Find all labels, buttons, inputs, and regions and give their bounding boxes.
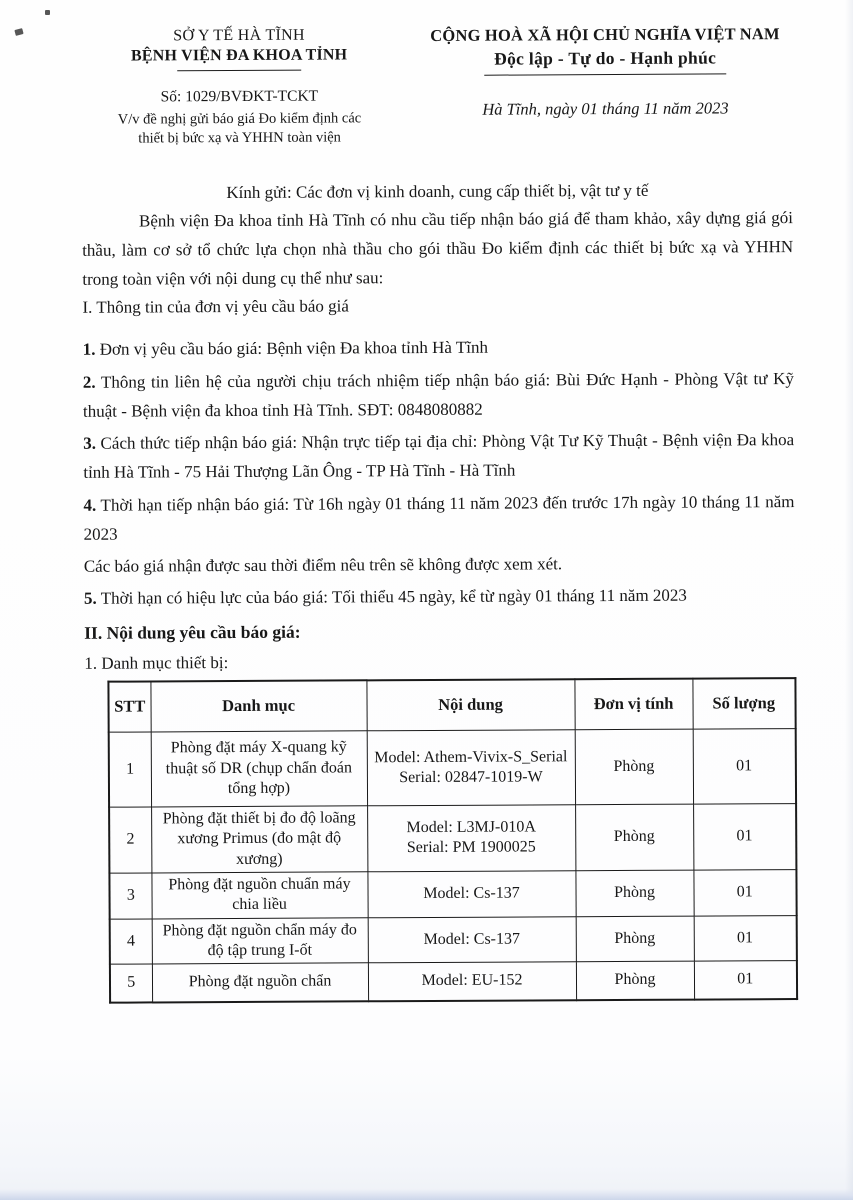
table-row bbox=[109, 729, 796, 808]
col-header-so-luong: Số lượng bbox=[692, 679, 795, 730]
cell-stt: 5 bbox=[110, 964, 152, 1002]
cell-danh-muc: Phòng đặt thiết bị đo độ loãng xương Primus (đo mật độ xương) bbox=[151, 806, 367, 873]
table-row bbox=[109, 869, 796, 918]
table-row bbox=[110, 961, 797, 1003]
item-4-text: Thời hạn tiếp nhận báo giá: Từ 16h ngày 01 tháng 11 năm 2023 đến trước 17h ngày 10 tháng 11 năm 2023 bbox=[83, 491, 795, 544]
table-header-row bbox=[108, 679, 795, 733]
item-5-number: 5. bbox=[83, 588, 97, 609]
document-number: Số: 1029/BVĐKT-TCKT bbox=[160, 87, 319, 106]
document-subject: V/v đề nghị gửi báo giá Đo kiểm định các thiết bị bức xạ và YHHN toàn viện bbox=[117, 110, 362, 147]
salutation: Kính gửi: Các đơn vị kinh doanh, cung cấp thiết bị, vật tư y tế bbox=[226, 180, 649, 202]
col-header-noi-dung: Nội dung bbox=[366, 680, 574, 731]
item-5-text: Thời hạn có hiệu lực của báo giá: Tối thiểu 45 ngày, kể từ ngày 01 tháng 11 năm 2023 bbox=[96, 585, 687, 608]
section-ii-title: II. Nội dung yêu cầu báo giá: bbox=[84, 621, 301, 643]
cell-don-vi-tinh: Phòng bbox=[575, 729, 693, 805]
cell-noi-dung: Model: L3MJ-010A Serial: PM 1900025 bbox=[367, 805, 575, 872]
cell-noi-dung: Model: EU-152 bbox=[368, 962, 576, 1001]
cell-noi-dung: Model: Cs-137 bbox=[367, 871, 575, 918]
table-row bbox=[109, 804, 796, 874]
issuer-block bbox=[73, 26, 406, 148]
item-1-text: Đơn vị yêu cầu báo giá: Bệnh viện Đa khoa tỉnh Hà Tĩnh bbox=[95, 338, 488, 360]
equipment-table bbox=[107, 678, 798, 1004]
section-i-title: I. Thông tin của đơn vị yêu cầu báo giá bbox=[82, 296, 349, 318]
cell-stt: 1 bbox=[109, 732, 151, 807]
national-header-block bbox=[405, 24, 806, 147]
col-header-danh-muc: Danh mục bbox=[150, 681, 366, 732]
scan-edge-shadow bbox=[845, 0, 853, 1200]
item-4 bbox=[83, 487, 794, 549]
cell-so-luong: 01 bbox=[693, 729, 796, 805]
intro-paragraph: Bệnh viện Đa khoa tỉnh Hà Tĩnh có nhu cầu tiếp nhận báo giá để tham khảo, xây dựng giá gói thầu, làm cơ sở tổ chức lựa chọn nhà thầu cho gói thầu Đo kiểm định các thiết bị bức xạ và YHHN trong toàn viện với nội dung cụ thể như sau: bbox=[82, 207, 794, 289]
cell-don-vi-tinh: Phòng bbox=[575, 870, 693, 916]
cell-danh-muc: Phòng đặt máy X-quang kỹ thuật số DR (chụp chẩn đoán tổng hợp) bbox=[151, 731, 367, 807]
equipment-list-title: 1. Danh mục thiết bị: bbox=[84, 653, 229, 674]
cell-don-vi-tinh: Phòng bbox=[575, 804, 693, 871]
item-3-text: Cách thức tiếp nhận báo giá: Nhận trực tiếp tại địa chỉ: Phòng Vật Tư Kỹ Thuật - Bệnh viện Đa khoa tỉnh Hà Tĩnh - 75 Hải Thượng Lãn Ông - TP Hà Tĩnh - Hà Tĩnh bbox=[83, 430, 795, 483]
cell-so-luong: 01 bbox=[694, 961, 797, 1000]
national-motto: Độc lập - Tự do - Hạnh phúc bbox=[494, 47, 717, 69]
cell-stt: 3 bbox=[109, 873, 151, 919]
issuer-rule-divider bbox=[177, 70, 301, 72]
cell-so-luong: 01 bbox=[693, 804, 796, 870]
cell-noi-dung: Model: Athem-Vivix-S_Serial Serial: 02847-1019-W bbox=[367, 730, 575, 806]
cell-stt: 4 bbox=[110, 918, 152, 964]
cell-noi-dung: Model: Cs-137 bbox=[368, 916, 576, 963]
item-3-number: 3. bbox=[83, 433, 96, 453]
item-2 bbox=[83, 364, 794, 426]
document-body bbox=[0, 179, 853, 1003]
item-2-text: Thông tin liên hệ của người chịu trách nhiệm tiếp nhận báo giá: Bùi Đức Hạnh - Phòng Vật tư Kỹ thuật - Bệnh viện đa khoa tỉnh Hà Tĩnh. SĐT: 0848080882 bbox=[82, 368, 794, 421]
col-header-stt: STT bbox=[108, 682, 150, 732]
national-title: CỘNG HOÀ XÃ HỘI CHỦ NGHĨA VIỆT NAM bbox=[430, 24, 780, 45]
deadline-note: Các báo giá nhận được sau thời điểm nêu trên sẽ không được xem xét. bbox=[83, 554, 563, 576]
cell-don-vi-tinh: Phòng bbox=[576, 916, 694, 962]
cell-danh-muc: Phòng đặt nguồn chẩn bbox=[152, 963, 368, 1002]
cell-stt: 2 bbox=[109, 807, 151, 873]
issuer-department: SỞ Y TẾ HÀ TĨNH bbox=[173, 26, 305, 45]
cell-so-luong: 01 bbox=[694, 915, 797, 961]
dateline: Hà Tĩnh, ngày 01 tháng 11 năm 2023 bbox=[482, 98, 729, 119]
cell-so-luong: 01 bbox=[693, 869, 796, 915]
cell-danh-muc: Phòng đặt nguồn chuẩn máy chia liều bbox=[151, 872, 367, 919]
item-1-number: 1. bbox=[82, 340, 96, 360]
scan-bottom-edge bbox=[0, 1189, 853, 1200]
table-row bbox=[110, 915, 797, 964]
cell-don-vi-tinh: Phòng bbox=[576, 961, 694, 1000]
item-4-number: 4. bbox=[83, 495, 97, 515]
national-rule-divider bbox=[484, 73, 726, 75]
item-3 bbox=[83, 425, 794, 487]
issuer-hospital: BỆNH VIỆN ĐA KHOA TỈNH bbox=[130, 46, 348, 65]
item-2-number: 2. bbox=[82, 372, 96, 392]
letterhead bbox=[0, 0, 851, 149]
cell-danh-muc: Phòng đặt nguồn chẩn máy đo độ tập trung I-ốt bbox=[152, 917, 368, 964]
item-1 bbox=[83, 331, 794, 364]
item-5 bbox=[84, 580, 795, 613]
col-header-don-vi-tinh: Đơn vị tính bbox=[574, 679, 692, 730]
